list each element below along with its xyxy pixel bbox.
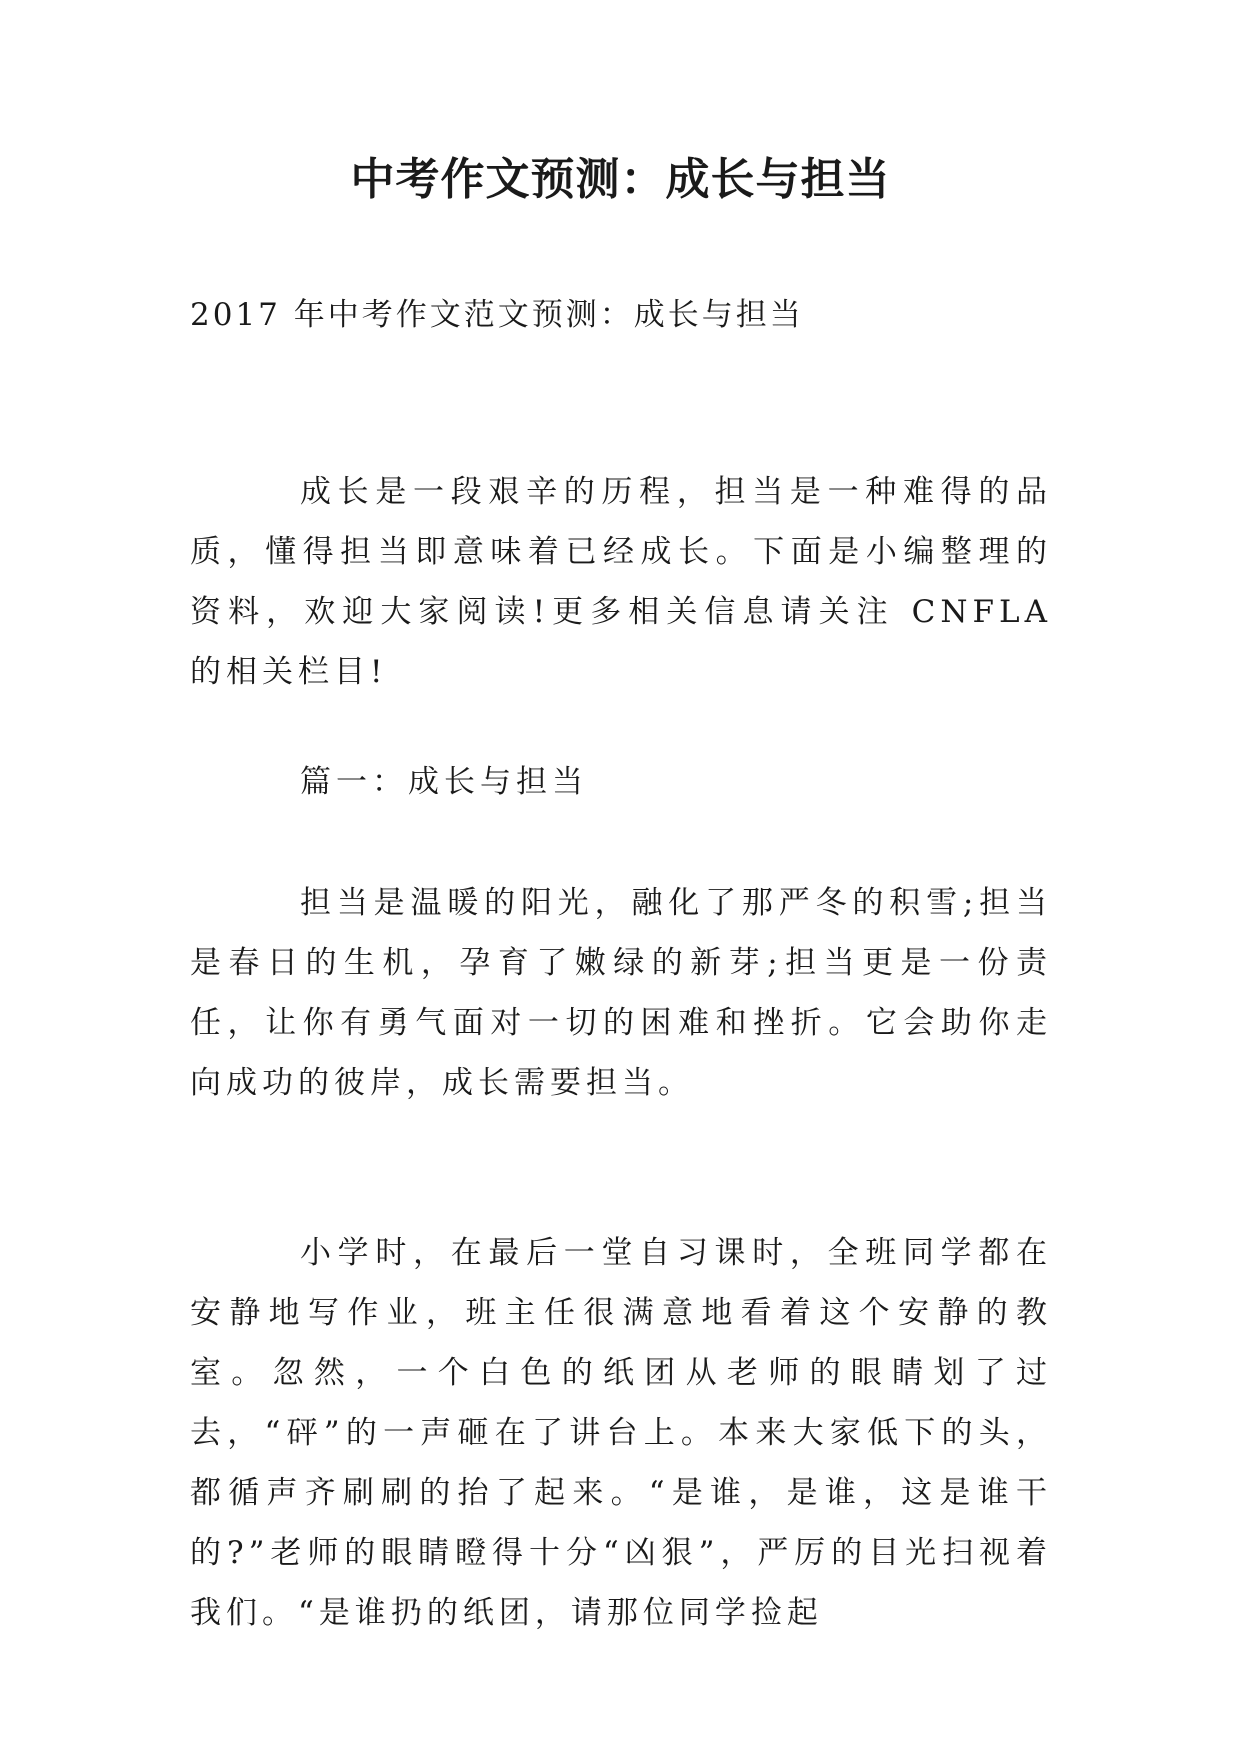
document-subtitle: 2017 年中考作文范文预测：成长与担当 [190, 297, 804, 333]
body-paragraph: 担当是温暖的阳光，融化了那严冬的积雪;担当是春日的生机，孕育了嫩绿的新芽;担当更是一份责任，让你有勇气面对一切的困难和挫折。它会助你走向成功的彼岸，成长需要担当。 [190, 885, 1052, 1101]
document-title: 中考作文预测：成长与担当 [350, 154, 891, 205]
chapter-heading: 篇一：成长与担当 [300, 764, 588, 800]
intro-paragraph: 成长是一段艰辛的历程，担当是一种难得的品质，懂得担当即意味着已经成长。下面是小编整理的资料，欢迎大家阅读!更多相关信息请关注 CNFLA 的相关栏目! [190, 474, 1052, 690]
body-paragraph: 小学时，在最后一堂自习课时，全班同学都在安静地写作业，班主任很满意地看着这个安静的教室。忽然，一个白色的纸团从老师的眼睛划了过去，“砰”的一声砸在了讲台上。本来大家低下的头，都循声齐刷刷的抬了起来。“是谁，是谁，这是谁干的?”老师的眼睛瞪得十分“凶狠”，严厉的目光扫视着我们。“是谁扔的纸团，请那位同学捡起 [190, 1235, 1052, 1631]
